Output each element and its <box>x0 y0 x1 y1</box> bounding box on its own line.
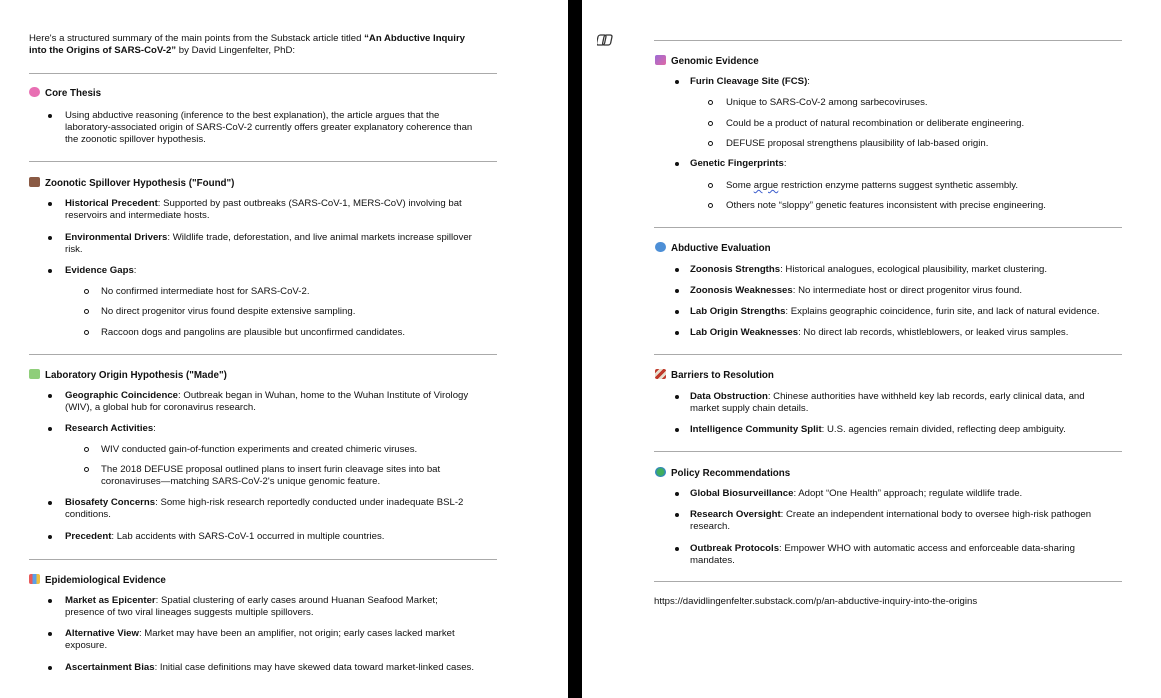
chart-icon <box>29 574 40 584</box>
zoonotic-item-cont: risk. <box>65 244 83 255</box>
bullet <box>675 331 679 335</box>
spellcheck-word[interactable]: argue <box>753 180 779 191</box>
zoonotic-subitem: Raccoon dogs and pangolins are plausible but unconfirmed candidates. <box>101 327 406 338</box>
left-document-page <box>0 0 568 698</box>
bullet <box>48 236 52 240</box>
bullet <box>48 666 52 670</box>
bullet <box>48 599 52 603</box>
policy-item: Outbreak Protocols: Empower WHO with automatic access and enforceable data-sharing <box>690 543 1075 554</box>
core-thesis-line: Using abductive reasoning (inference to the best explanation), the article argues that the <box>65 110 440 121</box>
bullet <box>675 268 679 272</box>
epi-item: Market as Epicenter: Spatial clustering of early cases around Huanan Seafood Market; <box>65 595 438 606</box>
bullet <box>48 632 52 636</box>
gf-subitem: Some argue restriction enzyme patterns suggest synthetic assembly. <box>726 180 1019 191</box>
divider-line <box>654 581 1122 582</box>
lab-item-cont: (WIV), a global hub for coronavirus research. <box>65 402 256 413</box>
right-document-page <box>582 0 1161 698</box>
lab-item: Biosafety Concerns: Some high-risk research reportedly conducted under inadequate BSL-2 <box>65 497 464 508</box>
policy-item-cont: mandates. <box>690 555 735 566</box>
abductive-heading: Abductive Evaluation <box>655 242 771 255</box>
gf-subitem: Others note “sloppy” genetic features inconsistent with precise engineering. <box>726 200 1046 211</box>
fcs-subitem: DEFUSE proposal strengthens plausibility of lab-based origin. <box>726 138 989 149</box>
zoonotic-item: Evidence Gaps: <box>65 265 137 276</box>
policy-heading: Policy Recommendations <box>655 467 790 480</box>
sub-bullet <box>708 183 713 188</box>
zoonotic-subitem: No direct progenitor virus found despite extensive sampling. <box>101 306 356 317</box>
page-gutter <box>568 0 582 698</box>
lab-item: Research Activities: <box>65 423 156 434</box>
divider-line <box>654 227 1122 228</box>
zoonotic-item: Historical Precedent: Supported by past outbreaks (SARS-CoV-1, MERS-CoV) involving bat <box>65 198 462 209</box>
bullet <box>48 114 52 118</box>
bullet <box>48 202 52 206</box>
bullet <box>48 394 52 398</box>
fcs-subitem: Could be a product of natural recombination or deliberate engineering. <box>726 118 1025 129</box>
zoonotic-item-cont: reservoirs and intermediate hosts. <box>65 210 210 221</box>
lab-subitem: The 2018 DEFUSE proposal outlined plans to insert furin cleavage sites into bat <box>101 464 441 475</box>
epi-item: Alternative View: Market may have been an amplifier, not origin; early cases lacked market <box>65 628 455 639</box>
magnifier-icon <box>655 242 666 252</box>
bullet <box>48 269 52 273</box>
policy-item-cont: research. <box>690 521 730 532</box>
bullet <box>675 428 679 432</box>
brain-icon <box>29 87 40 97</box>
sub-bullet <box>84 467 89 472</box>
bullet <box>48 501 52 505</box>
abductive-item: Zoonosis Strengths: Historical analogues, ecological plausibility, market clustering. <box>690 264 1048 275</box>
divider-line <box>654 354 1122 355</box>
epi-item: Ascertainment Bias: Initial case definitions may have skewed data toward market-linked cases. <box>65 662 474 673</box>
epi-item-cont: presence of two viral lineages suggests multiple spillovers. <box>65 607 314 618</box>
test-tube-icon <box>29 369 40 379</box>
sub-bullet <box>708 100 713 105</box>
intro-line-1: Here's a structured summary of the main points from the Substack article titled “An Abductive Inquiry <box>29 33 466 44</box>
divider-line <box>29 354 497 355</box>
barriers-heading: Barriers to Resolution <box>655 369 774 382</box>
zoonotic-subitem: No confirmed intermediate host for SARS-CoV-2. <box>101 286 310 297</box>
lab-subitem-cont: coronaviruses—matching SARS-CoV-2's unique genomic feature. <box>101 476 381 487</box>
sub-bullet <box>708 121 713 126</box>
lab-subitem: WIV conducted gain-of-function experiments and created chimeric viruses. <box>101 444 418 455</box>
policy-item: Global Biosurveillance: Adopt “One Health” approach; regulate wildlife trade. <box>690 488 1023 499</box>
barrier-item-cont: market supply chain details. <box>690 403 809 414</box>
abductive-item: Lab Origin Weaknesses: No direct lab records, whistleblowers, or leaked virus samples. <box>690 327 1069 338</box>
sub-bullet <box>84 330 89 335</box>
dna-icon <box>655 55 666 65</box>
abductive-item: Lab Origin Strengths: Explains geographic coincidence, furin site, and lack of natural evidence. <box>690 306 1100 317</box>
divider-line <box>654 451 1122 452</box>
divider-line <box>29 161 497 162</box>
bat-icon <box>29 177 40 187</box>
bullet <box>675 492 679 496</box>
epidemiological-heading: Epidemiological Evidence <box>29 574 166 587</box>
barrier-item: Data Obstruction: Chinese authorities have withheld key lab records, early clinical data, and <box>690 391 1085 402</box>
source-url-link[interactable]: https://davidlingenfelter.substack.com/p/an-abductive-inquiry-into-the-origins <box>654 596 978 607</box>
sub-bullet <box>84 289 89 294</box>
globe-icon <box>655 467 666 477</box>
abductive-item: Zoonosis Weaknesses: No intermediate host or direct progenitor virus found. <box>690 285 1023 296</box>
barrier-icon <box>655 369 666 379</box>
bullet <box>675 395 679 399</box>
bullet <box>675 513 679 517</box>
divider-line <box>29 73 497 74</box>
policy-item: Research Oversight: Create an independent international body to oversee high-risk pathogen <box>690 509 1092 520</box>
bullet <box>48 535 52 539</box>
divider-line <box>654 40 1122 41</box>
genetic-fingerprints-item: Genetic Fingerprints: <box>690 158 787 169</box>
bullet <box>675 80 679 84</box>
sub-bullet <box>84 309 89 314</box>
sub-bullet <box>84 447 89 452</box>
bullet <box>675 547 679 551</box>
lab-item: Geographic Coincidence: Outbreak began in Wuhan, home to the Wuhan Institute of Virology <box>65 390 469 401</box>
zoonotic-item: Environmental Drivers: Wildlife trade, deforestation, and live animal markets increase spillover <box>65 232 472 243</box>
core-thesis-heading: Core Thesis <box>29 87 101 100</box>
bullet <box>675 162 679 166</box>
epi-item-cont: exposure. <box>65 640 108 651</box>
intro-line-2: into the Origins of SARS-CoV-2” by David Lingenfelter, PhD: <box>29 45 296 56</box>
sub-bullet <box>708 203 713 208</box>
core-thesis-line: the zoonotic spillover hypothesis. <box>65 134 206 145</box>
fcs-item: Furin Cleavage Site (FCS): <box>690 76 810 87</box>
bullet <box>675 289 679 293</box>
bullet <box>48 427 52 431</box>
fcs-subitem: Unique to SARS-CoV-2 among sarbecoviruses. <box>726 97 928 108</box>
bullet <box>675 310 679 314</box>
divider-line <box>29 559 497 560</box>
copilot-icon[interactable] <box>597 32 615 48</box>
core-thesis-line: laboratory-associated origin of SARS-CoV-2 currently offers greater explanatory coherence than <box>65 122 473 133</box>
lab-item: Precedent: Lab accidents with SARS-CoV-1 occurred in multiple countries. <box>65 531 385 542</box>
barrier-item: Intelligence Community Split: U.S. agencies remain divided, reflecting deep ambiguity. <box>690 424 1066 435</box>
sub-bullet <box>708 141 713 146</box>
genomic-heading: Genomic Evidence <box>655 55 759 68</box>
lab-item-cont: conditions. <box>65 509 111 520</box>
zoonotic-heading: Zoonotic Spillover Hypothesis ("Found") <box>29 177 234 190</box>
lab-origin-heading: Laboratory Origin Hypothesis ("Made") <box>29 369 227 382</box>
